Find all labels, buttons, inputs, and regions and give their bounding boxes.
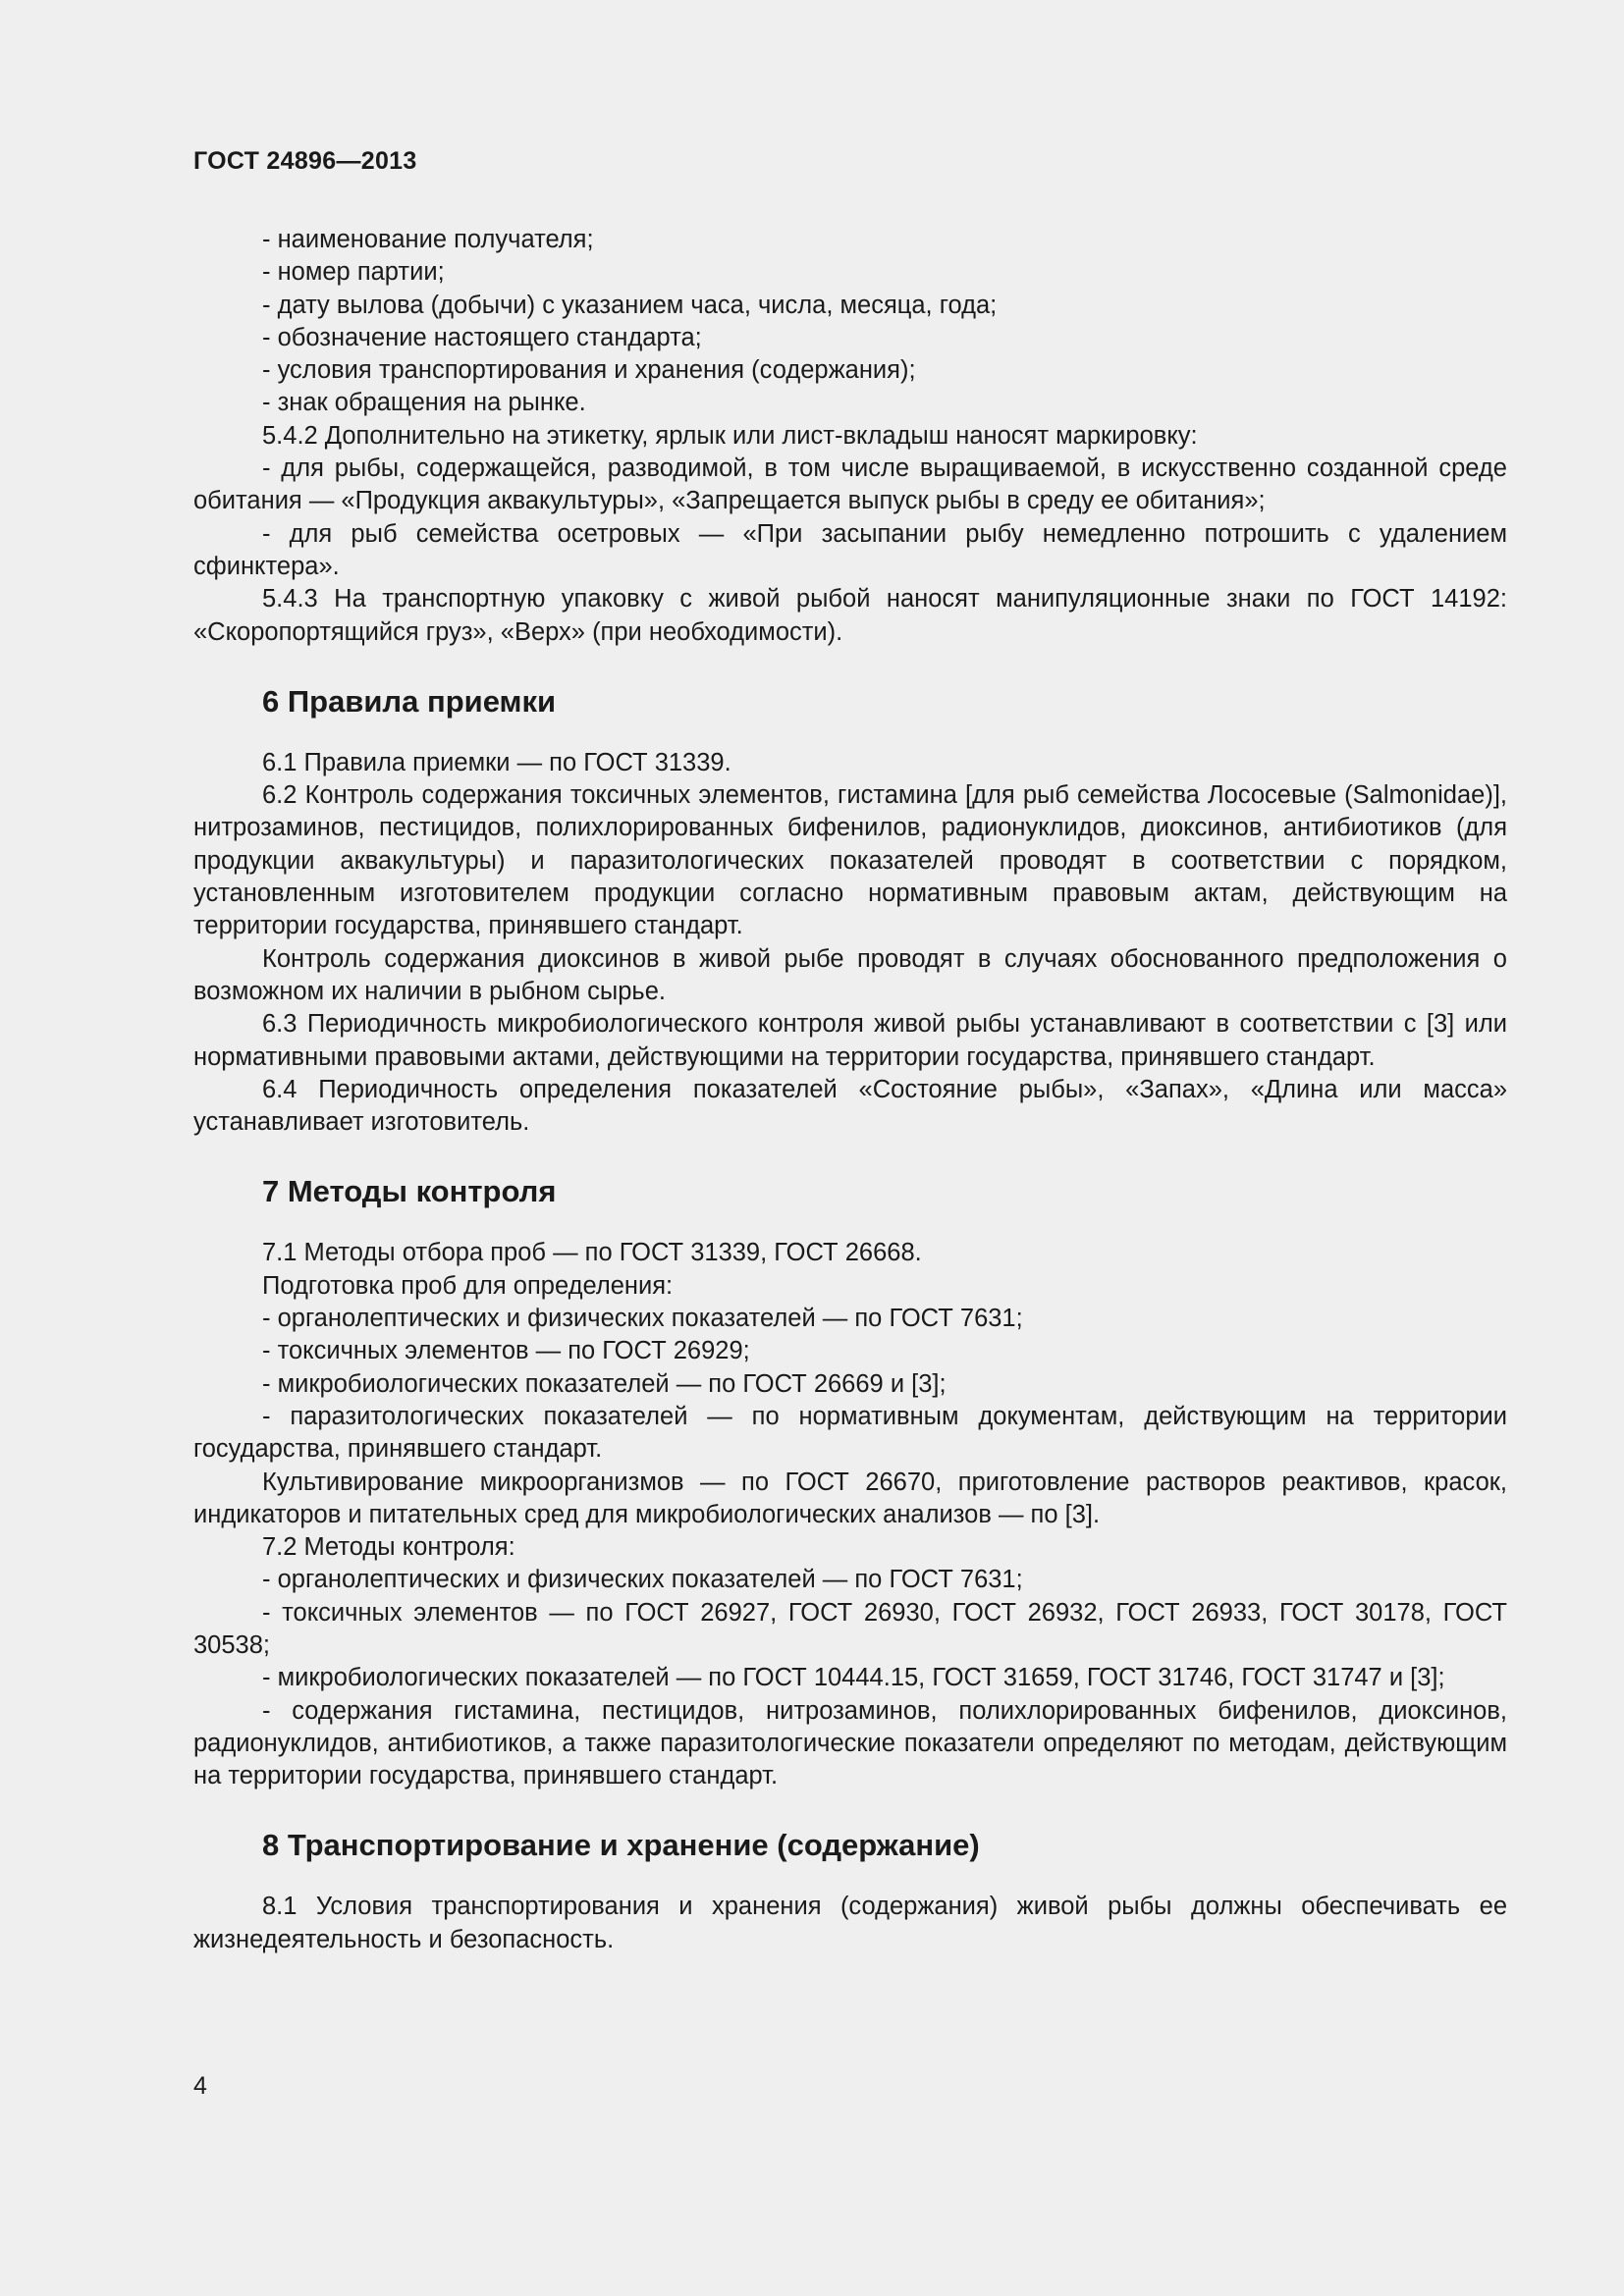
paragraph-6-4: 6.4 Периодичность определения показателей «Состояние рыбы», «Запах», «Длина или масса» устанавливает изготовитель. [193,1075,1507,1137]
list-item: - паразитологических показателей — по нормативным документам, действующим на территории государства, принявшего стандарт. [193,1402,1507,1464]
paragraph-5-4-3: 5.4.3 На транспортную упаковку с живой рыбой наносят манипуляционные знаки по ГОСТ 14192: «Скоропортящийся груз», «Верх» (при необходимости). [193,585,1507,646]
list-item: - условия транспортирования и хранения (содержания); [262,356,916,385]
paragraph-7-1-intro: Подготовка проб для определения: [262,1271,674,1300]
paragraph-6-2-cont: Контроль содержания диоксинов в живой рыбе проводят в случаях обоснованного предположения о возможном их наличии в рыбном сырье. [193,944,1507,1005]
document-body [193,224,1507,1956]
list-item: - обозначение настоящего стандарта; [262,323,702,351]
list-item: - для рыб семейства осетровых — «При засыпании рыбу немедленно потрошить с удалением сфинктера». [193,519,1507,580]
paragraph-7-2: 7.2 Методы контроля: [262,1533,515,1562]
list-item: - содержания гистамина, пестицидов, нитрозаминов, полихлорированных бифенилов, диоксинов, радионуклидов, антибиотиков, а также паразитологические показатели определяют по методам, действующим на территории государства, принявшего стандарт. [193,1696,1507,1790]
paragraph-6-2: 6.2 Контроль содержания токсичных элементов, гистамина [для рыб семейства Лососевые (Salmonidae)], нитрозаминов, пестицидов, полихлорированных бифенилов, радионуклидов, диоксинов, антибиотиков (для продукции аквакультуры) и паразитологических показателей проводят в соответствии с порядком, установленным изготовителем продукции согласно нормативным правовым актам, действующим на территории государства, принявшего стандарт. [193,781,1507,940]
list-item: - знак обращения на рынке. [262,389,586,417]
list-item: - микробиологических показателей — по ГОСТ 10444.15, ГОСТ 31659, ГОСТ 31746, ГОСТ 31747 и [3]; [262,1664,1445,1692]
list-item: - токсичных элементов — по ГОСТ 26927, ГОСТ 26930, ГОСТ 26932, ГОСТ 26933, ГОСТ 30178, ГОСТ 30538; [193,1598,1507,1659]
list-item: - микробиологических показателей — по ГОСТ 26669 и [3]; [262,1369,947,1398]
paragraph-6-1: 6.1 Правила приемки — по ГОСТ 31339. [262,748,731,776]
paragraph-8-1: 8.1 Условия транспортирования и хранения (содержания) живой рыбы должны обеспечивать ее жизнедеятельность и безопасность. [193,1893,1507,1953]
list-item: - токсичных элементов — по ГОСТ 26929; [262,1337,750,1365]
page-number: 4 [193,2072,207,2100]
list-item: - органолептических и физических показателей — по ГОСТ 7631; [262,1305,1023,1333]
section-heading-8: 8 Транспортирование и хранение (содержание) [262,1828,980,1863]
paragraph-5-4-2: 5.4.2 Дополнительно на этикетку, ярлык или лист-вкладыш наносят маркировку: [262,421,1198,450]
paragraph-6-3: 6.3 Периодичность микробиологического контроля живой рыбы устанавливают в соответствии с [3] или нормативными правовыми актами, действующими на территории государства, принявшего стандарт. [193,1010,1507,1071]
list-item: - органолептических и физических показателей — по ГОСТ 7631; [262,1566,1023,1594]
section-heading-6: 6 Правила приемки [262,683,557,719]
section-heading-7: 7 Методы контроля [262,1174,557,1209]
list-item: - наименование получателя; [262,226,594,253]
paragraph-7-1-cultivation: Культивирование микроорганизмов — по ГОСТ 26670, приготовление растворов реактивов, красок, индикаторов и питательных сред для микробиологических анализов — по [3]. [193,1468,1507,1528]
list-item: - номер партии; [262,258,445,287]
document-header: ГОСТ 24896—2013 [193,147,417,175]
list-item: - дату вылова (добычи) с указанием часа, числа, месяца, года; [262,291,998,319]
list-item: - для рыбы, содержащейся, разводимой, в том числе выращиваемой, в искусственно созданной среде обитания — «Продукция аквакультуры», «Запрещается выпуск рыбы в среду ее обитания»; [193,454,1507,515]
paragraph-7-1: 7.1 Методы отбора проб — по ГОСТ 31339, ГОСТ 26668. [262,1239,922,1267]
